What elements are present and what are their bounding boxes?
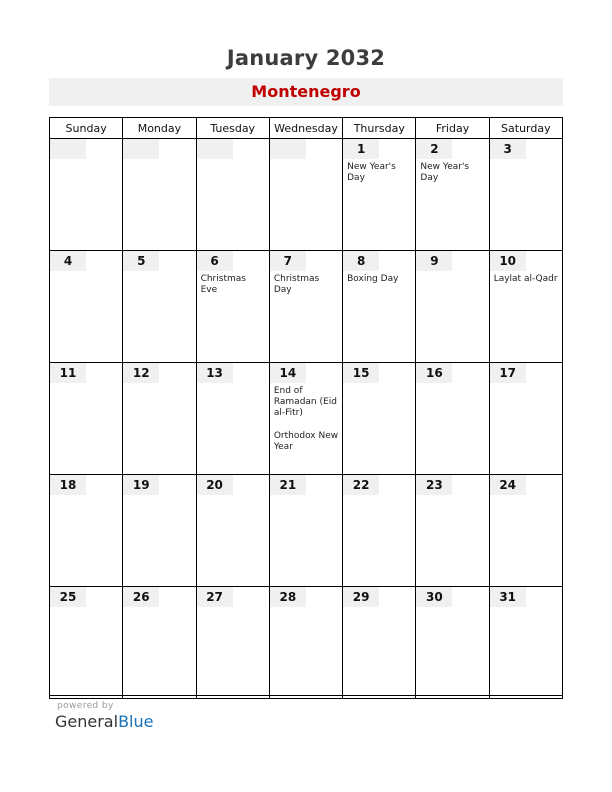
weekday-header: Monday — [123, 118, 196, 139]
day-number: 26 — [123, 587, 159, 607]
day-cell — [196, 251, 269, 363]
day-number: 3 — [490, 139, 526, 159]
week-row — [50, 475, 563, 587]
day-number: 21 — [270, 475, 306, 495]
day-cell — [416, 363, 489, 475]
weekday-header: Wednesday — [269, 118, 342, 139]
day-cell — [123, 139, 196, 251]
day-number: 17 — [490, 363, 526, 383]
day-number: 25 — [50, 587, 86, 607]
calendar-body — [50, 139, 563, 699]
week-row — [50, 587, 563, 699]
day-number: 6 — [197, 251, 233, 271]
calendar-title: January 2032 — [226, 46, 386, 70]
day-number: 9 — [416, 251, 452, 271]
day-number: 20 — [197, 475, 233, 495]
day-cell — [416, 475, 489, 587]
holiday-event: Christmas Eve — [200, 274, 246, 295]
day-cell — [196, 139, 269, 251]
day-cell — [343, 363, 416, 475]
day-number: 13 — [197, 363, 233, 383]
day-cell — [343, 251, 416, 363]
day-number: 8 — [343, 251, 379, 271]
holiday-event: Laylat al-Qadr — [493, 274, 558, 284]
day-cell — [269, 139, 342, 251]
day-number: 2 — [416, 139, 452, 159]
day-number: 30 — [416, 587, 452, 607]
day-number: 18 — [50, 475, 86, 495]
day-number: 16 — [416, 363, 452, 383]
day-number: 1 — [343, 139, 379, 159]
event-list — [270, 383, 342, 453]
country-name: Montenegro — [251, 82, 361, 101]
event-list — [416, 159, 488, 184]
day-cell — [269, 363, 342, 475]
week-row — [50, 363, 563, 475]
day-cell — [50, 139, 123, 251]
day-cell — [269, 587, 342, 699]
week-row — [50, 251, 563, 363]
day-cell — [50, 251, 123, 363]
day-cell — [269, 251, 342, 363]
day-number: 11 — [50, 363, 86, 383]
day-number: 19 — [123, 475, 159, 495]
event-list — [270, 271, 342, 296]
day-cell — [269, 475, 342, 587]
day-cell — [196, 587, 269, 699]
day-number: 23 — [416, 475, 452, 495]
weekday-header: Sunday — [50, 118, 123, 139]
day-number — [123, 139, 159, 159]
day-number: 28 — [270, 587, 306, 607]
weekday-header: Tuesday — [196, 118, 269, 139]
day-cell — [123, 587, 196, 699]
day-number: 7 — [270, 251, 306, 271]
event-list — [490, 271, 562, 285]
day-cell — [196, 363, 269, 475]
day-number: 14 — [270, 363, 306, 383]
day-number: 29 — [343, 587, 379, 607]
day-cell — [489, 475, 562, 587]
weekday-header: Friday — [416, 118, 489, 139]
event-list — [343, 271, 415, 285]
holiday-event: New Year's Day — [420, 162, 470, 183]
event-list — [343, 159, 415, 184]
day-cell — [489, 139, 562, 251]
week-row — [50, 139, 563, 251]
holiday-event: End of Ramadan (Eid al-Fitr) — [273, 386, 337, 418]
day-number — [197, 139, 233, 159]
calendar-table — [49, 117, 563, 699]
holiday-event: New Year's Day — [347, 162, 396, 183]
day-cell — [416, 587, 489, 699]
day-cell — [343, 587, 416, 699]
day-number: 31 — [490, 587, 526, 607]
day-cell — [196, 475, 269, 587]
day-number: 10 — [490, 251, 526, 271]
day-cell — [123, 251, 196, 363]
day-number: 24 — [490, 475, 526, 495]
day-number: 27 — [197, 587, 233, 607]
day-cell — [50, 587, 123, 699]
day-number: 5 — [123, 251, 159, 271]
weekday-header: Saturday — [489, 118, 562, 139]
day-cell — [343, 139, 416, 251]
day-cell — [123, 475, 196, 587]
day-cell — [416, 139, 489, 251]
event-list — [197, 271, 269, 296]
weekday-header-row — [50, 118, 563, 139]
day-number — [50, 139, 86, 159]
day-number: 4 — [50, 251, 86, 271]
day-number: 12 — [123, 363, 159, 383]
day-cell — [50, 363, 123, 475]
day-number: 15 — [343, 363, 379, 383]
day-cell — [123, 363, 196, 475]
holiday-event: Christmas Day — [273, 274, 320, 295]
day-cell — [489, 251, 562, 363]
holiday-event: Boxing Day — [347, 274, 399, 284]
day-number: 22 — [343, 475, 379, 495]
generalblue-logo[interactable] — [55, 712, 153, 731]
country-banner — [49, 78, 563, 106]
brand-blue: Blue — [118, 712, 154, 731]
day-cell — [343, 475, 416, 587]
brand-general: General — [55, 712, 119, 731]
day-cell — [489, 363, 562, 475]
day-cell — [50, 475, 123, 587]
day-cell — [489, 587, 562, 699]
day-number — [270, 139, 306, 159]
day-cell — [416, 251, 489, 363]
powered-by-text: powered by — [57, 701, 114, 711]
holiday-event: Orthodox New Year — [273, 431, 339, 452]
calendar-grid — [49, 117, 563, 696]
weekday-header: Thursday — [343, 118, 416, 139]
